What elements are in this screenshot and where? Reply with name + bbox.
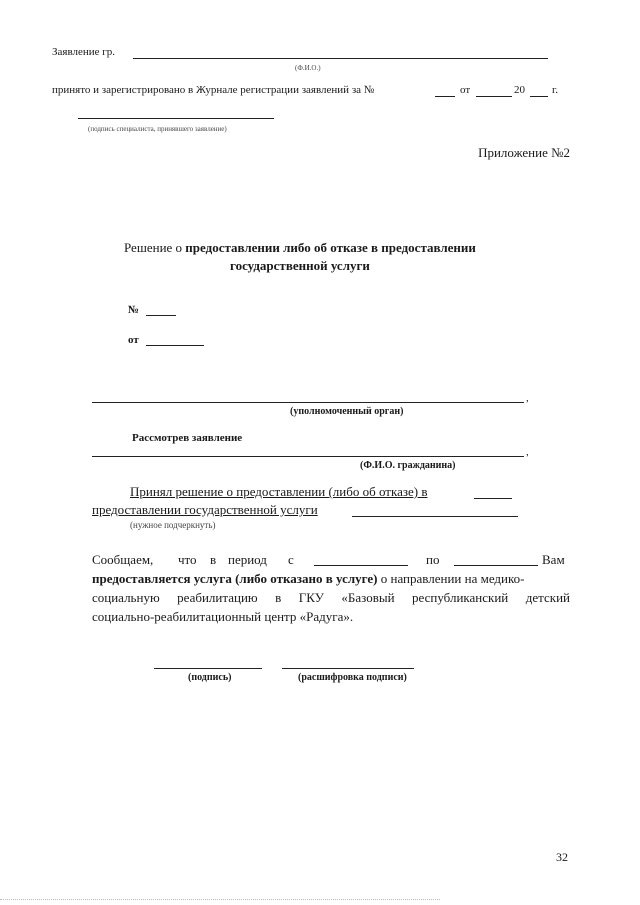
decision-line1: Принял решение о предоставлении (либо об отказе) в bbox=[130, 484, 428, 499]
fio-caption: (Ф.И.О.) bbox=[295, 64, 321, 72]
title-line2: государственной услуги bbox=[230, 258, 370, 273]
decision-line2-tail bbox=[352, 516, 518, 517]
page-number: 32 bbox=[556, 850, 568, 864]
statement-prefix: Заявление гр. bbox=[52, 46, 116, 58]
date-label: от bbox=[128, 334, 139, 346]
notice-word: Вам bbox=[542, 552, 565, 567]
date-line bbox=[146, 345, 204, 346]
signature-line bbox=[154, 668, 262, 669]
authority-line bbox=[92, 402, 524, 403]
specialist-signature-line bbox=[78, 118, 274, 119]
signature-decode-line bbox=[282, 668, 414, 669]
fio-line bbox=[133, 58, 548, 59]
decision-line1-tail bbox=[474, 498, 512, 499]
registered-line: принято и зарегистрировано в Журнале регистрации заявлений за № bbox=[52, 84, 375, 96]
reviewed-label: Рассмотрев заявление bbox=[132, 432, 243, 444]
number-label: № bbox=[128, 304, 140, 316]
period-from-line bbox=[314, 565, 408, 566]
number-line bbox=[146, 315, 176, 316]
notice-word: период bbox=[228, 552, 267, 567]
signature-decode-caption: (расшифровка подписи) bbox=[298, 672, 407, 683]
notice-word: с bbox=[288, 552, 294, 567]
notice-word: Сообщаем, bbox=[92, 552, 154, 567]
notice-word: в bbox=[210, 552, 217, 567]
scan-artifact bbox=[0, 899, 440, 900]
citizen-comma: , bbox=[526, 446, 529, 458]
title-line1 bbox=[124, 240, 476, 256]
notice-word: по bbox=[426, 552, 440, 567]
authority-comma: , bbox=[526, 392, 529, 404]
notice-line2-rest: о направлении на медико- bbox=[377, 571, 525, 586]
title-bold-part: предоставлении либо об отказе в предоставлении bbox=[185, 240, 476, 255]
title-prefix: Решение о bbox=[124, 240, 186, 255]
reg-year-suffix: г. bbox=[552, 84, 559, 96]
notice-line3: социальную реабилитацию в ГКУ «Базовый республиканский детский bbox=[92, 590, 570, 605]
notice-bold-text: предоставляется услуга (либо отказано в услуге) bbox=[92, 571, 378, 586]
appendix-label: Приложение №2 bbox=[478, 145, 570, 160]
citizen-caption: (Ф.И.О. гражданина) bbox=[360, 460, 456, 471]
reg-date-line bbox=[476, 96, 512, 97]
signature-caption: (подпись) bbox=[188, 672, 232, 683]
specialist-caption: (подпись специалиста, принявшего заявление) bbox=[88, 125, 227, 133]
reg-year-line bbox=[530, 96, 548, 97]
notice-word: что bbox=[178, 552, 197, 567]
period-to-line bbox=[454, 565, 538, 566]
reg-year: 20 bbox=[514, 84, 525, 96]
reg-from-label: от bbox=[460, 84, 471, 96]
decision-line2: предоставлении государственной услуги bbox=[92, 502, 318, 517]
authority-caption: (уполномоченный орган) bbox=[290, 406, 404, 417]
notice-line2 bbox=[92, 571, 525, 587]
decision-caption: (нужное подчеркнуть) bbox=[130, 520, 216, 530]
citizen-line bbox=[92, 456, 524, 457]
reg-number-line bbox=[435, 96, 455, 97]
notice-line4: социально-реабилитационный центр «Радуга». bbox=[92, 609, 354, 624]
